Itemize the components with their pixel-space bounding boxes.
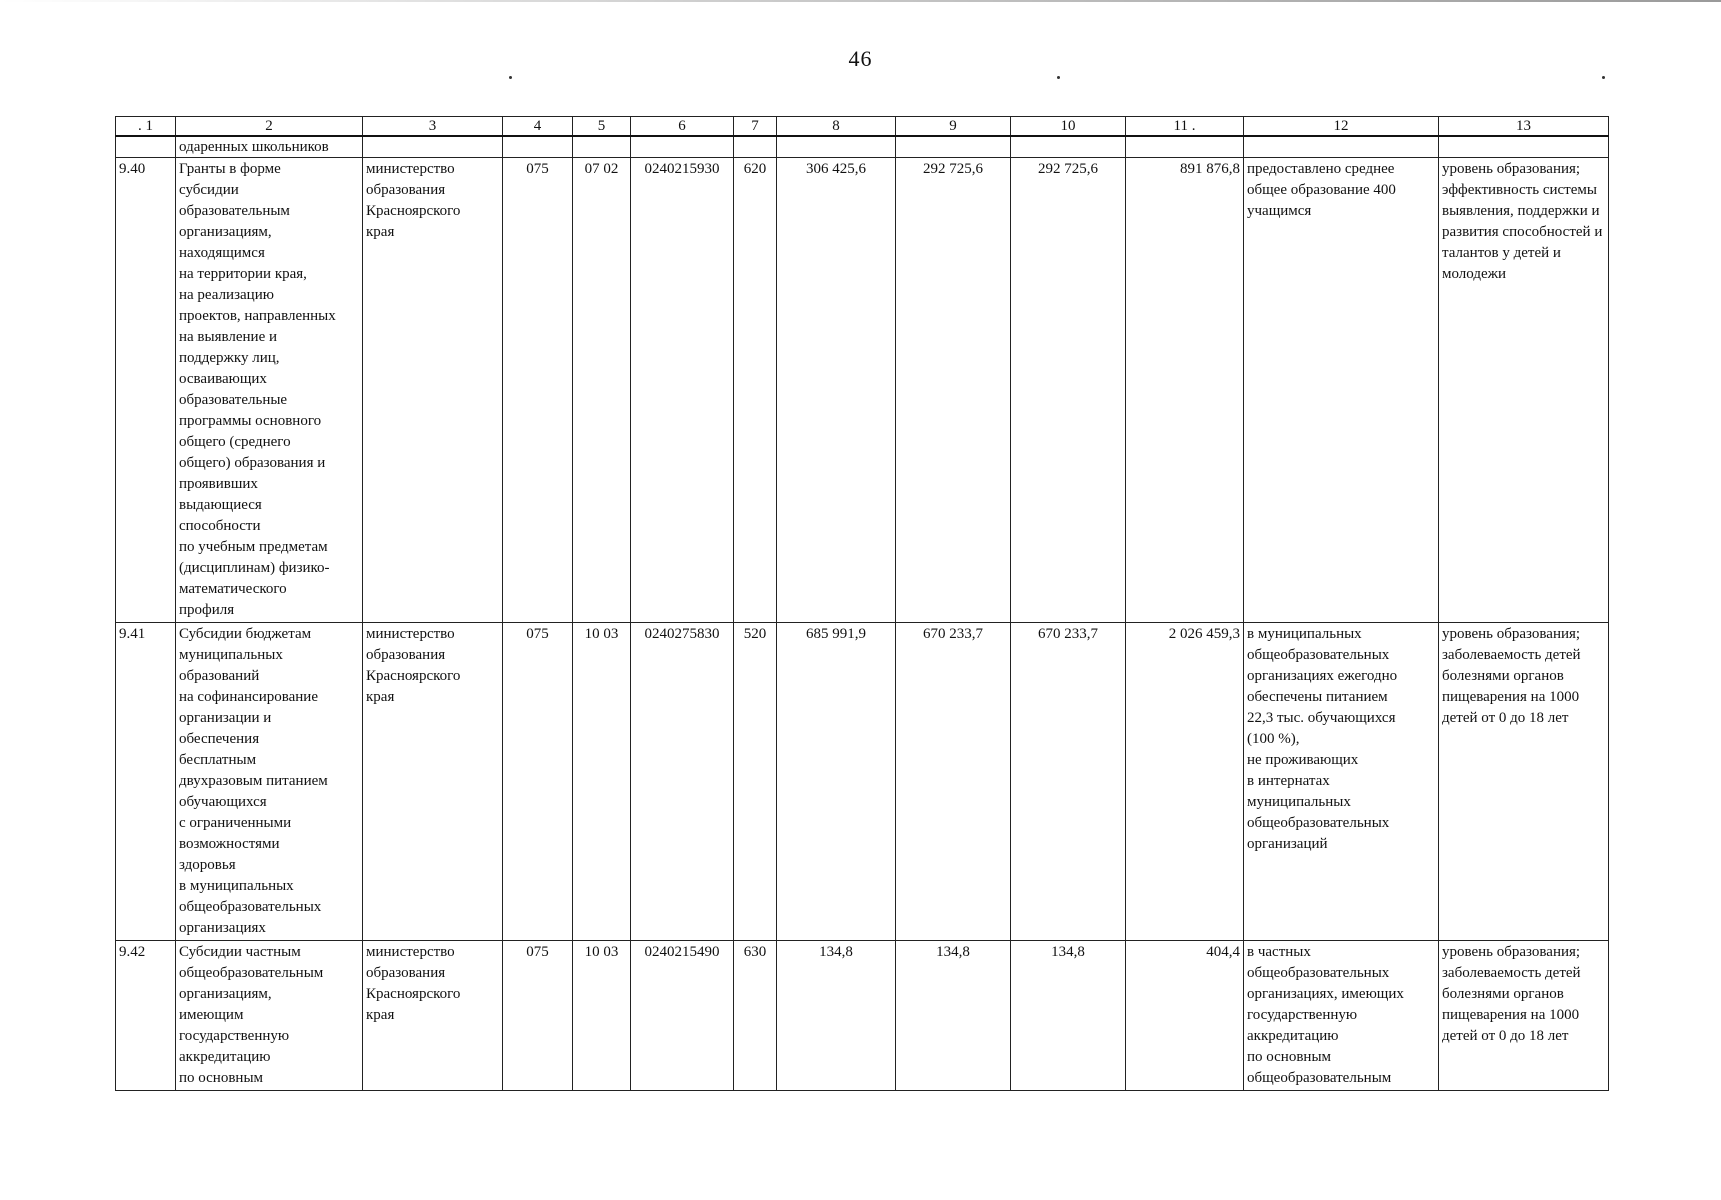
scan-speck — [1057, 76, 1060, 79]
grbs-code: 075 — [503, 941, 573, 1091]
grbs-code: 075 — [503, 623, 573, 941]
rzpr-code: 10 03 — [573, 941, 631, 1091]
col-number: 12 — [1244, 117, 1439, 137]
measure-name: Гранты в форме субсидии образовательным организациям, находящимся на территории края, на реализацию проектов, направленных на выявление и поддержку лиц, осваивающих образовательные программы основного общего (среднего общего) образования и проявивших выдающиеся способности по учебным предметам (дисциплинам) физико- математического профиля — [176, 158, 363, 623]
col-number: 8 — [777, 117, 896, 137]
amount-year-1: 134,8 — [777, 941, 896, 1091]
amount-year-2: 134,8 — [896, 941, 1011, 1091]
table-row — [116, 623, 1609, 941]
rzpr-code: 10 03 — [573, 623, 631, 941]
measure-name: Субсидии частным общеобразовательным организациям, имеющим государственную аккредитацию по основным — [176, 941, 363, 1091]
scan-edge — [0, 0, 1721, 2]
vr-code: 520 — [734, 623, 777, 941]
expected-result: в частных общеобразовательных организациях, имеющих государственную аккредитацию по основным общеобразовательным — [1244, 941, 1439, 1091]
col-number: 6 — [631, 117, 734, 137]
csr-code: 0240275830 — [631, 623, 734, 941]
row-number: 9.40 — [116, 158, 176, 623]
amount-year-1: 306 425,6 — [777, 158, 896, 623]
grbs-code: 075 — [503, 158, 573, 623]
expected-result: в муниципальных общеобразовательных организациях ежегодно обеспечены питанием 22,3 тыс. обучающихся (100 %), не проживающих в интернатах муниципальных общеобразовательных организаций — [1244, 623, 1439, 941]
scan-speck — [509, 76, 512, 79]
table-row — [116, 158, 1609, 623]
col-number: 7 — [734, 117, 777, 137]
amount-year-3: 134,8 — [1011, 941, 1126, 1091]
vr-code: 630 — [734, 941, 777, 1091]
amount-year-3: 292 725,6 — [1011, 158, 1126, 623]
col-number: . 1 — [116, 117, 176, 137]
csr-code: 0240215490 — [631, 941, 734, 1091]
col-number: 2 — [176, 117, 363, 137]
col-number: 5 — [573, 117, 631, 137]
row-number: 9.41 — [116, 623, 176, 941]
csr-code: 0240215930 — [631, 158, 734, 623]
executor: министерство образования Красноярского края — [363, 623, 503, 941]
col-number: 11 . — [1126, 117, 1244, 137]
col-number: 9 — [896, 117, 1011, 137]
amount-total: 891 876,8 — [1126, 158, 1244, 623]
rzpr-code: 07 02 — [573, 158, 631, 623]
page-number: 46 — [848, 46, 873, 71]
column-number-row — [116, 117, 1609, 137]
scan-speck — [1602, 76, 1605, 79]
amount-total: 404,4 — [1126, 941, 1244, 1091]
indicator: уровень образования; заболеваемость детей болезнями органов пищеварения на 1000 детей от 0 до 18 лет — [1439, 623, 1609, 941]
amount-year-2: 670 233,7 — [896, 623, 1011, 941]
budget-table — [115, 116, 1609, 1091]
amount-year-3: 670 233,7 — [1011, 623, 1126, 941]
col-number: 10 — [1011, 117, 1126, 137]
continuation-text: одаренных школьников — [176, 136, 363, 158]
expected-result: предоставлено среднее общее образование 400 учащимся — [1244, 158, 1439, 623]
executor: министерство образования Красноярского края — [363, 941, 503, 1091]
amount-year-1: 685 991,9 — [777, 623, 896, 941]
continuation-row — [116, 136, 1609, 158]
row-number: 9.42 — [116, 941, 176, 1091]
executor: министерство образования Красноярского края — [363, 158, 503, 623]
indicator: уровень образования; эффективность системы выявления, поддержки и развития способностей и талантов у детей и молодежи — [1439, 158, 1609, 623]
measure-name: Субсидии бюджетам муниципальных образований на софинансирование организации и обеспечения бесплатным двухразовым питанием обучающихся с ограниченными возможностями здоровья в муниципальных общеобразовательных организациях — [176, 623, 363, 941]
amount-year-2: 292 725,6 — [896, 158, 1011, 623]
col-number: 4 — [503, 117, 573, 137]
vr-code: 620 — [734, 158, 777, 623]
col-number: 13 — [1439, 117, 1609, 137]
col-number: 3 — [363, 117, 503, 137]
indicator: уровень образования; заболеваемость детей болезнями органов пищеварения на 1000 детей от 0 до 18 лет — [1439, 941, 1609, 1091]
amount-total: 2 026 459,3 — [1126, 623, 1244, 941]
table-row — [116, 941, 1609, 1091]
